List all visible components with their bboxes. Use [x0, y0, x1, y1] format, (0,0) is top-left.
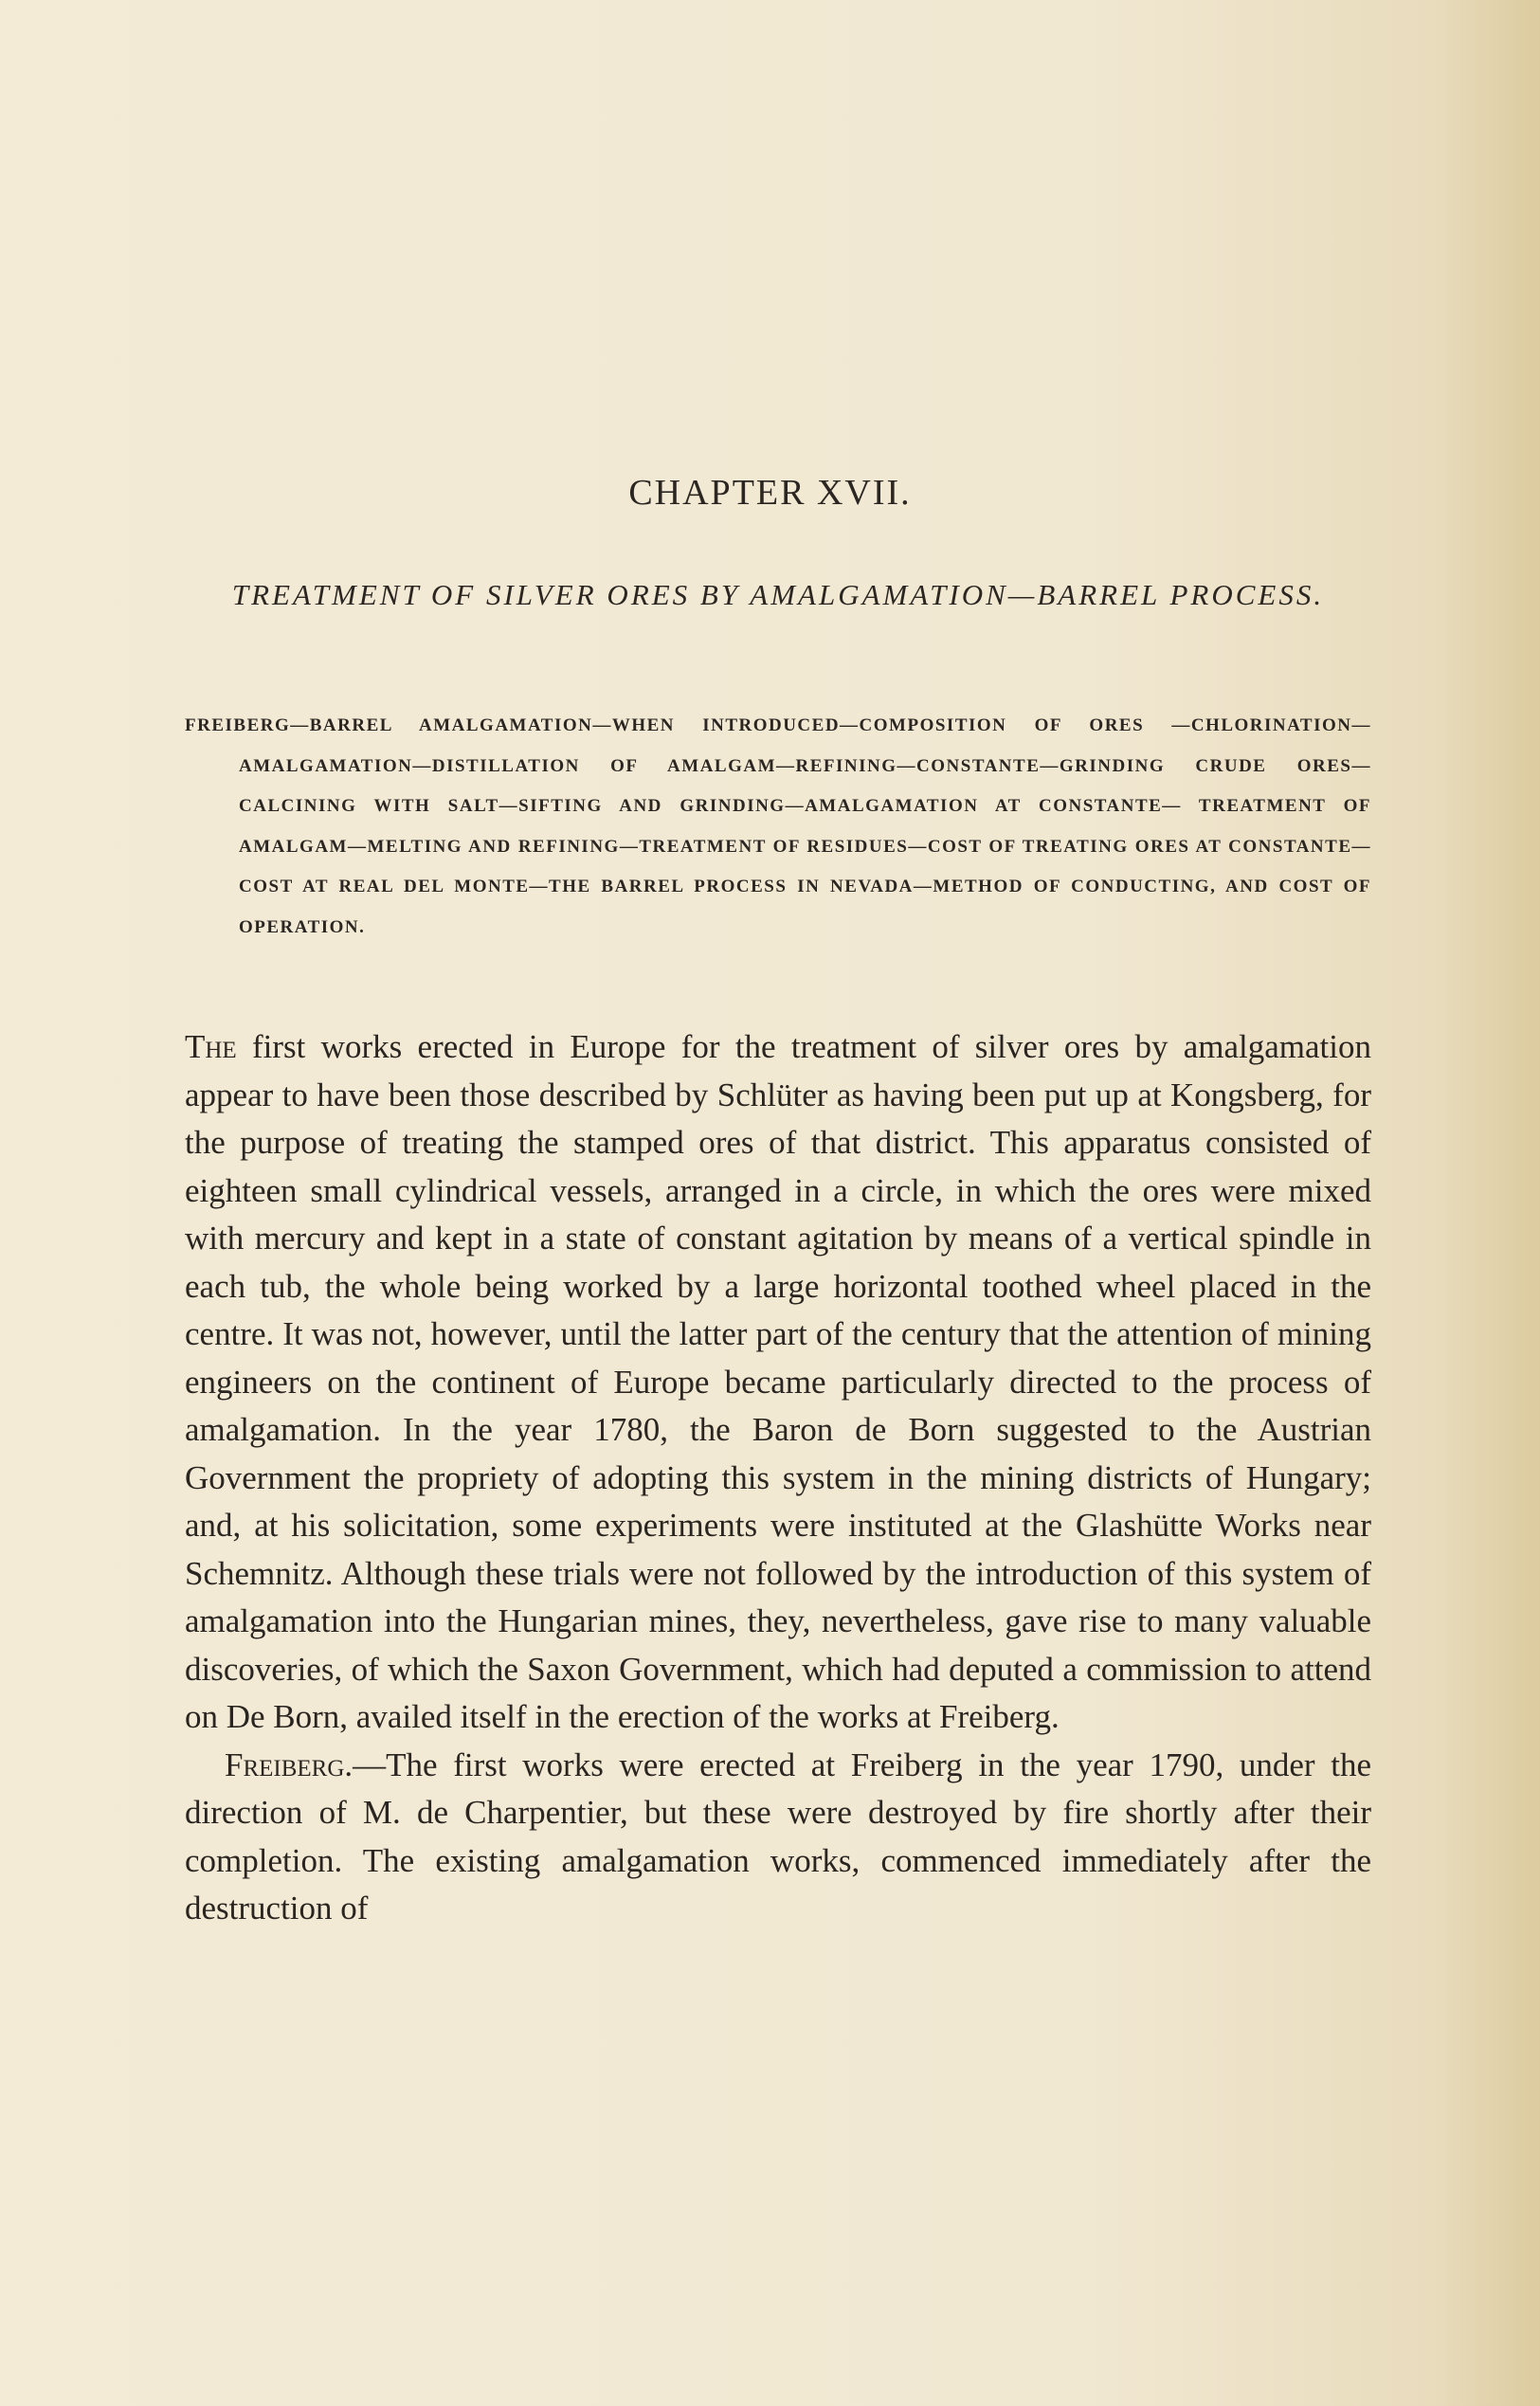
chapter-subtitle: TREATMENT OF SILVER ORES BY AMALGAMATION—BARREL PROCESS. — [231, 578, 1325, 611]
body-text — [185, 1023, 1371, 1933]
paragraph-1 — [185, 1023, 1371, 1742]
paragraph-2-lead: Freiberg. — [225, 1746, 353, 1783]
paragraph-1-text: first works erected in Europe for the treatment of silver ores by amalgamation appear to have been those described by Schlüter as having been put up at Kongsberg, for the purpose of treating the stamped ores of that district. This apparatus consisted of eighteen small cylindrical vessels, arranged in a circle, in which the ores were mixed with mercury and kept in a state of constant agitation by means of a vertical spindle in each tub, the whole being worked by a large horizontal toothed wheel placed in the centre. It was not, however, until the latter part of the century that the attention of mining engineers on the continent of Europe became particularly directed to the process of amalgamation. In the year 1780, the Baron de Born suggested to the Austrian Government the propriety of adopting this system in the mining districts of Hungary; and, at his solicitation, some experiments were instituted at the Glashütte Works near Schemnitz. Although these trials were not followed by the introduction of this system of amalgamation into the Hungarian mines, they, nevertheless, gave rise to many valuable discoveries, of which the Saxon Government, which had deputed a commission to attend on De Born, availed itself in the erection of the works at Freiberg. — [185, 1028, 1371, 1735]
paragraph-2-text: —The first works were erected at Freiberg in the year 1790, under the direction of M. de Charpentier, but these were destroyed by fire shortly after their completion. The existing amalgamation works, commenced immediately after the destruction of — [185, 1746, 1371, 1927]
chapter-summary — [185, 706, 1371, 948]
paragraph-1-lead: The — [185, 1028, 237, 1065]
chapter-summary-text: FREIBERG—BARREL AMALGAMATION—WHEN INTRODUCED—COMPOSITION OF ORES —CHLORINATION—AMALGAMATION—DISTILLATION OF AMALGAM—REFINING—CONSTANTE—GRINDING CRUDE ORES—CALCINING WITH SALT—SIFTING AND GRINDING—AMALGAMATION AT CONSTANTE— TREATMENT OF AMALGAM—MELTING AND REFINING—TREATMENT OF RESIDUES—COST OF TREATING ORES AT CONSTANTE—COST AT REAL DEL MONTE—THE BARREL PROCESS IN NEVADA—METHOD OF CONDUCTING, AND COST OF OPERATION. — [185, 715, 1371, 937]
chapter-title: CHAPTER XVII. — [628, 473, 912, 513]
paragraph-2 — [185, 1742, 1371, 1933]
